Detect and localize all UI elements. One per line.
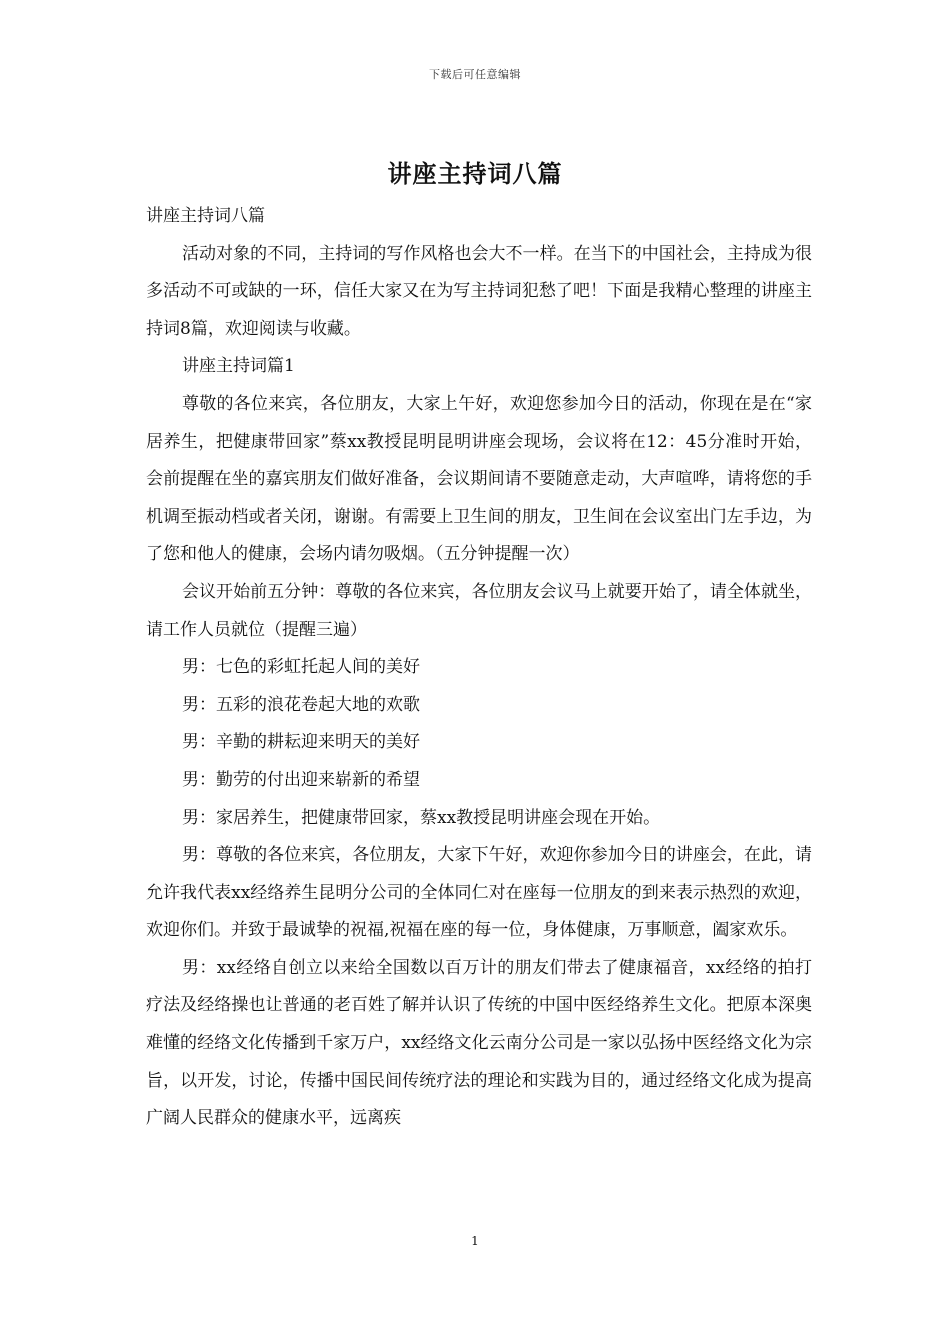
header-note: 下载后可任意编辑 <box>429 68 521 81</box>
dialogue-line: 男：五彩的浪花卷起大地的欢歌 <box>182 694 420 715</box>
body-paragraph: 男：尊敬的各位来宾，各位朋友，大家下午好，欢迎你参加今日的讲座会，在此，请允许我代表xx经络养生昆明分公司的全体同仁对在座每一位朋友的到来表示热烈的欢迎，欢迎你们。并致于最诚挚的祝福,祝福在座的每一位，身体健康，万事顺意，阖家欢乐。 <box>146 845 812 941</box>
page-number: 1 <box>471 1234 479 1248</box>
body-paragraph: 会议开始前五分钟：尊敬的各位来宾，各位朋友会议马上就要开始了，请全体就坐，请工作人员就位（提醒三遍） <box>146 581 812 640</box>
section-heading: 讲座主持词篇1 <box>182 356 295 377</box>
subtitle-paragraph: 讲座主持词八篇 <box>146 206 265 226</box>
dialogue-line: 男：辛勤的耕耘迎来明天的美好 <box>182 732 420 753</box>
document-title: 讲座主持词八篇 <box>387 159 563 188</box>
dialogue-line: 男：家居养生，把健康带回家，蔡xx教授昆明讲座会现在开始。 <box>182 807 661 828</box>
dialogue-line: 男：七色的彩虹托起人间的美好 <box>182 657 420 678</box>
body-paragraph: 尊敬的各位来宾，各位朋友，大家上午好，欢迎您参加今日的活动，你现在是在“家居养生，把健康带回家”蔡xx教授昆明昆明讲座会现场，会议将在12：45分准时开始，会前提醒在坐的嘉宾朋友们做好准备，会议期间请不要随意走动，大声喧哗，请将您的手机调至振动档或者关闭，谢谢。有需要上卫生间的朋友，卫生间在会议室出门左手边，为了您和他人的健康，会场内请勿吸烟。（五分钟提醒一次） <box>146 393 812 565</box>
intro-paragraph: 活动对象的不同，主持词的写作风格也会大不一样。在当下的中国社会，主持成为很多活动不可或缺的一环，信任大家又在为写主持词犯愁了吧！下面是我精心整理的讲座主持词8篇，欢迎阅读与收藏。 <box>146 243 812 339</box>
document-body <box>146 198 812 1138</box>
dialogue-line: 男：勤劳的付出迎来崭新的希望 <box>182 769 420 790</box>
body-paragraph: 男：xx经络自创立以来给全国数以百万计的朋友们带去了健康福音，xx经络的拍打疗法及经络操也让普通的老百姓了解并认识了传统的中国中医经络养生文化。把原本深奥难懂的经络文化传播到千家万户，xx经络文化云南分公司是一家以弘扬中医经络文化为宗旨，以开发，讨论，传播中国民间传统疗法的理论和实践为目的，通过经络文化成为提高广阔人民群众的健康水平，远离疾 <box>146 957 812 1129</box>
